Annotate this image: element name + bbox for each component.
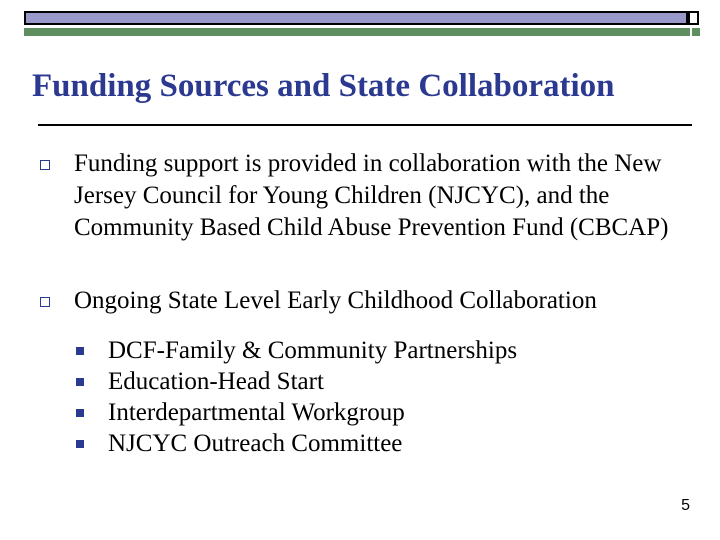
hollow-square-bullet-icon	[40, 297, 50, 307]
header-bar-square	[688, 11, 699, 25]
slide-title: Funding Sources and State Collaboration	[32, 68, 615, 104]
header-bar-green	[24, 28, 690, 36]
sub-bullet-item: Education-Head Start	[108, 368, 324, 395]
filled-square-bullet-icon	[76, 347, 84, 355]
filled-square-bullet-icon	[76, 409, 84, 417]
sub-bullet-item: Interdepartmental Workgroup	[108, 399, 405, 426]
sub-bullet-item: DCF-Family & Community Partnerships	[108, 337, 518, 364]
sub-bullet-list	[108, 335, 698, 459]
filled-square-bullet-icon	[76, 440, 84, 448]
sub-bullet-item: NJCYC Outreach Committee	[108, 430, 403, 457]
header-bar-green-square	[690, 28, 700, 36]
bullet-text: Ongoing State Level Early Childhood Collaboration	[74, 287, 597, 314]
bullet-text: Funding support is provided in collaboration with the New Jersey Council for Young Children (NJCYC), and the Community Based Child Abuse Prevention Fund (CBCAP)	[74, 150, 669, 241]
title-underline	[38, 124, 692, 126]
filled-square-bullet-icon	[76, 378, 84, 386]
hollow-square-bullet-icon	[40, 160, 50, 170]
page-number: 5	[681, 497, 690, 514]
header-bar-top	[24, 11, 688, 25]
